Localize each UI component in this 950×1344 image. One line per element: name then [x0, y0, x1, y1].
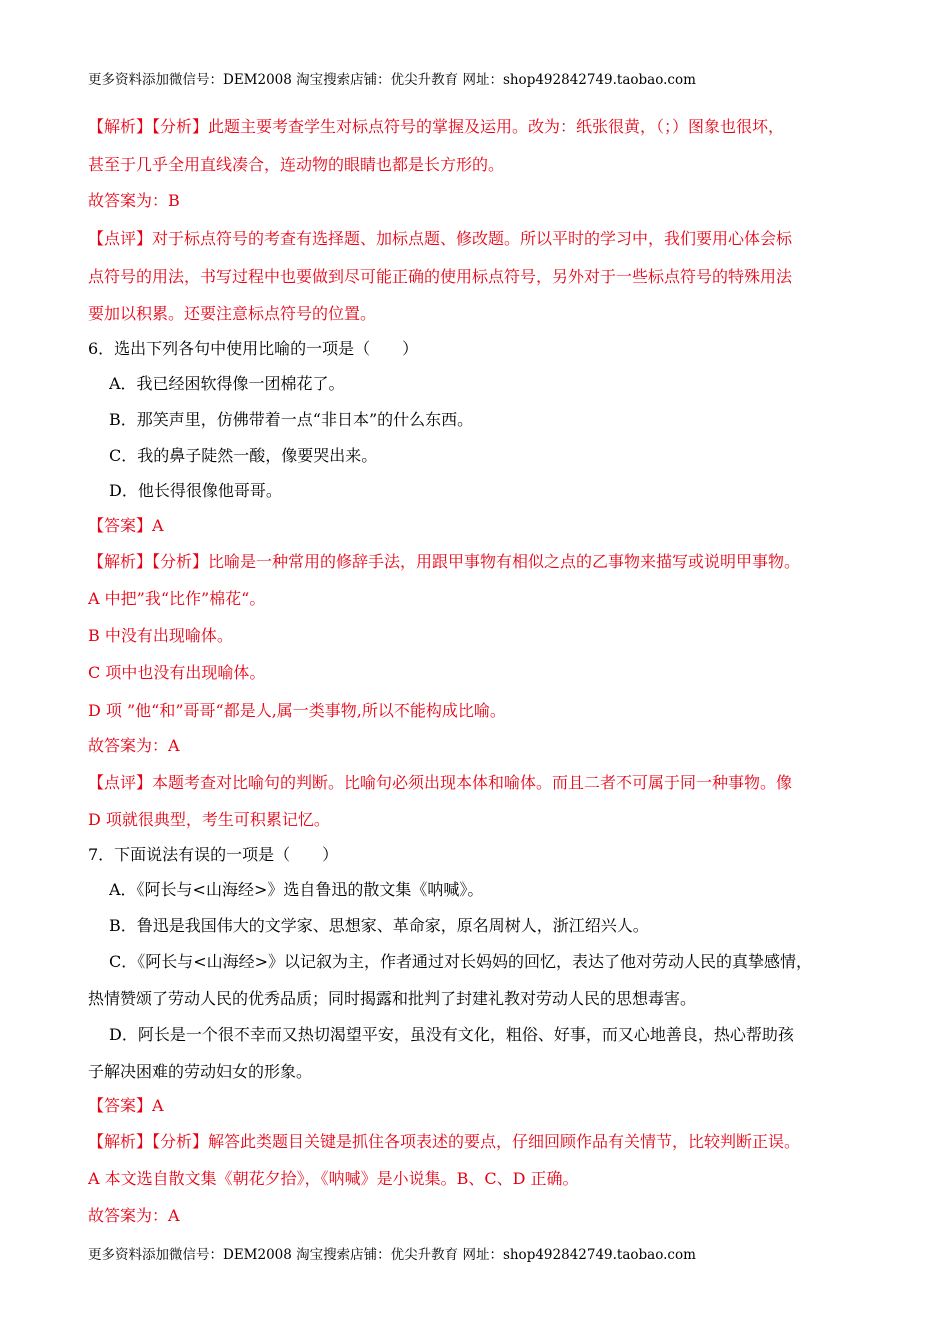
- page-footer: 更多资料添加微信号：DEM2008 淘宝搜索店铺：优尖升教育 网址：shop492842749.taobao.com: [88, 1247, 696, 1263]
- comment-line: 【点评】本题考查对比喻句的判断。比喻句必须出现本体和喻体。而且二者不可属于同一种事物。像: [88, 773, 793, 792]
- analysis-line: A 中把”我“比作”棉花“。: [88, 589, 266, 608]
- question-6-answer: 【答案】A: [88, 516, 164, 535]
- answer-text: 故答案为：A: [88, 1206, 180, 1225]
- analysis-line: 【解析】【分析】解答此类题目关键是抓住各项表述的要点，仔细回顾作品有关情节，比较判断正误。: [88, 1132, 801, 1151]
- question-6-option-b: B．那笑声里，仿佛带着一点“非日本”的什么东西。: [109, 410, 474, 429]
- analysis-line: 甚至于几乎全用直线凑合，连动物的眼睛也都是长方形的。: [88, 155, 505, 174]
- question-7-option-c: C．《阿长与<山海经>》以记叙为主，作者通过对长妈妈的回忆，表达了他对劳动人民的真挚感情，: [109, 952, 813, 971]
- question-6-option-c: C．我的鼻子陡然一酸，像要哭出来。: [109, 446, 378, 465]
- analysis-line: C 项中也没有出现喻体。: [88, 663, 266, 682]
- comment-line: 要加以积累。还要注意标点符号的位置。: [88, 304, 377, 323]
- question-7-option-b: B．鲁迅是我国伟大的文学家、思想家、革命家，原名周树人，浙江绍兴人。: [109, 916, 649, 935]
- question-6-option-a: A．我已经困软得像一团棉花了。: [109, 374, 345, 393]
- analysis-line: 【解析】【分析】此题主要考查学生对标点符号的掌握及运用。改为：纸张很黄，（；）图象也很坏，: [88, 117, 785, 136]
- analysis-line: A 本文选自散文集《朝花夕拾》，《呐喊》是小说集。B、C、D 正确。: [88, 1169, 579, 1188]
- answer-text: 故答案为：B: [88, 191, 180, 210]
- question-6-stem: 6．选出下列各句中使用比喻的一项是（ ）: [88, 339, 419, 358]
- question-7-option-c-cont: 热情赞颂了劳动人民的优秀品质；同时揭露和批判了封建礼教对劳动人民的思想毒害。: [88, 989, 697, 1008]
- comment-line: D 项就很典型，考生可积累记忆。: [88, 810, 330, 829]
- question-7-option-a: A．《阿长与<山海经>》选自鲁迅的散文集《呐喊》。: [109, 880, 484, 899]
- question-7-answer: 【答案】A: [88, 1096, 164, 1115]
- analysis-line: B 中没有出现喻体。: [88, 626, 233, 645]
- analysis-line: D 项 ”他“和”哥哥“都是人,属一类事物,所以不能构成比喻。: [88, 701, 506, 720]
- question-7-option-d: D．阿长是一个很不幸而又热切渴望平安，虽没有文化，粗俗、好事，而又心地善良，热心帮助孩: [109, 1025, 794, 1044]
- answer-text: 故答案为：A: [88, 736, 180, 755]
- comment-line: 【点评】对于标点符号的考查有选择题、加标点题、修改题。所以平时的学习中，我们要用心体会标: [88, 229, 793, 248]
- page-header: 更多资料添加微信号：DEM2008 淘宝搜索店铺：优尖升教育 网址：shop492842749.taobao.com: [88, 72, 696, 88]
- question-7-option-d-cont: 子解决困难的劳动妇女的形象。: [88, 1062, 313, 1081]
- analysis-line: 【解析】【分析】比喻是一种常用的修辞手法，用跟甲事物有相似之点的乙事物来描写或说明甲事物。: [88, 552, 801, 571]
- question-6-option-d: D．他长得很像他哥哥。: [109, 481, 282, 500]
- comment-line: 点符号的用法，书写过程中也要做到尽可能正确的使用标点符号，另外对于一些标点符号的特殊用法: [88, 267, 793, 286]
- question-7-stem: 7．下面说法有误的一项是（ ）: [88, 845, 339, 864]
